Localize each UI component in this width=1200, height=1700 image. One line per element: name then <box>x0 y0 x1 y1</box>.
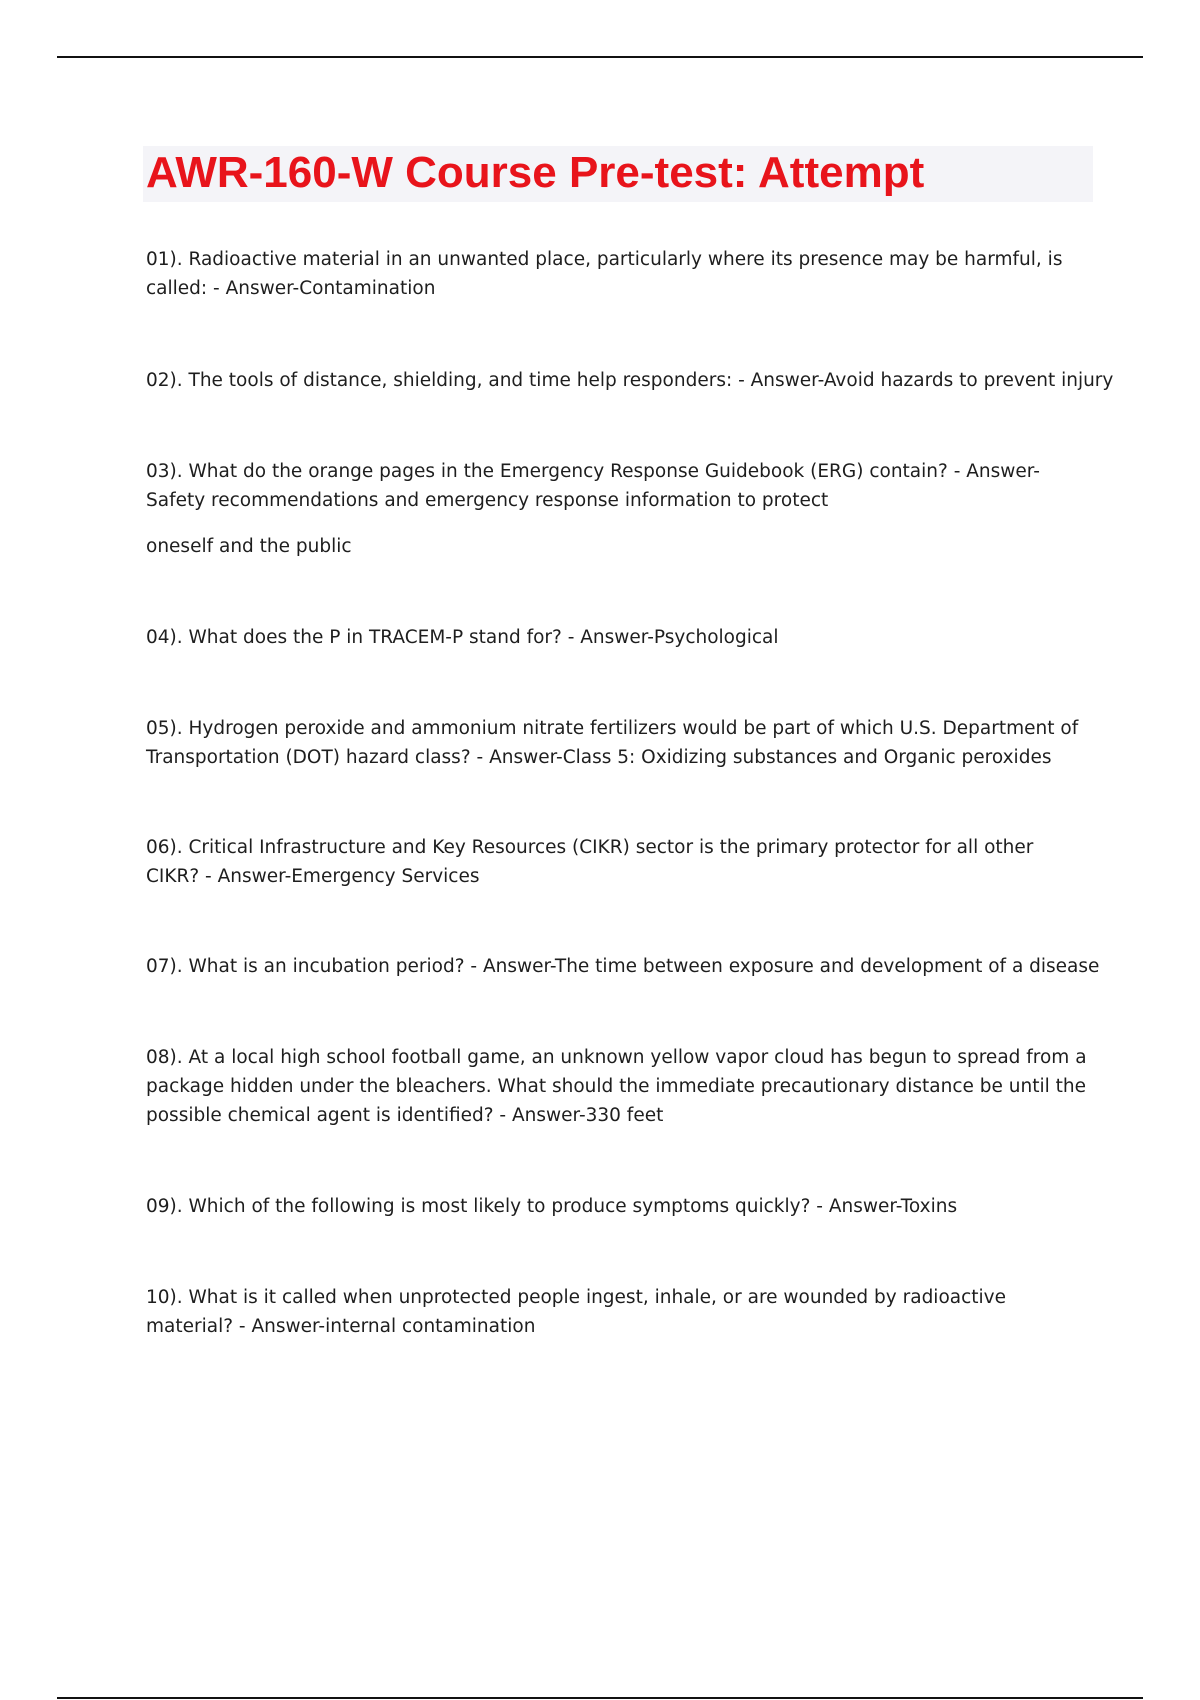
question-08: 08). At a local high school football game, an unknown yellow vapor cloud has begun to spread from a package hidden under the bleachers. What should the immediate precautionary distance be until the possible chemical agent is identified? - Answer-330 feet <box>146 1047 1087 1126</box>
question-06: 06). Critical Infrastructure and Key Resources (CIKR) sector is the primary protector for all other CIKR? - Answer-Emergency Services <box>146 837 1034 887</box>
question-03: 03). What do the orange pages in the Emergency Response Guidebook (ERG) contain? - Answer-Safety recommendations and emergency response information to protect <box>146 461 1040 511</box>
question-03-continuation: oneself and the public <box>146 536 352 557</box>
question-05: 05). Hydrogen peroxide and ammonium nitrate fertilizers would be part of which U.S. Department of Transportation (DOT) hazard class? - Answer-Class 5: Oxidizing substances and Organic peroxides <box>146 718 1079 768</box>
question-07: 07). What is an incubation period? - Answer-The time between exposure and development of a disease <box>146 956 1100 977</box>
bottom-divider <box>57 1697 1143 1699</box>
question-10: 10). What is it called when unprotected people ingest, inhale, or are wounded by radioactive material? - Answer-internal contamination <box>146 1287 1006 1337</box>
question-01: 01). Radioactive material in an unwanted place, particularly where its presence may be harmful, is called: - Answer-Contamination <box>146 249 1063 299</box>
top-divider <box>57 56 1143 58</box>
page-title: AWR-160-W Course Pre-test: Attempt <box>146 148 925 197</box>
question-02: 02). The tools of distance, shielding, and time help responders: - Answer-Avoid hazards to prevent injury <box>146 370 1114 391</box>
question-09: 09). Which of the following is most likely to produce symptoms quickly? - Answer-Toxins <box>146 1196 958 1217</box>
question-04: 04). What does the P in TRACEM-P stand for? - Answer-Psychological <box>146 627 779 648</box>
